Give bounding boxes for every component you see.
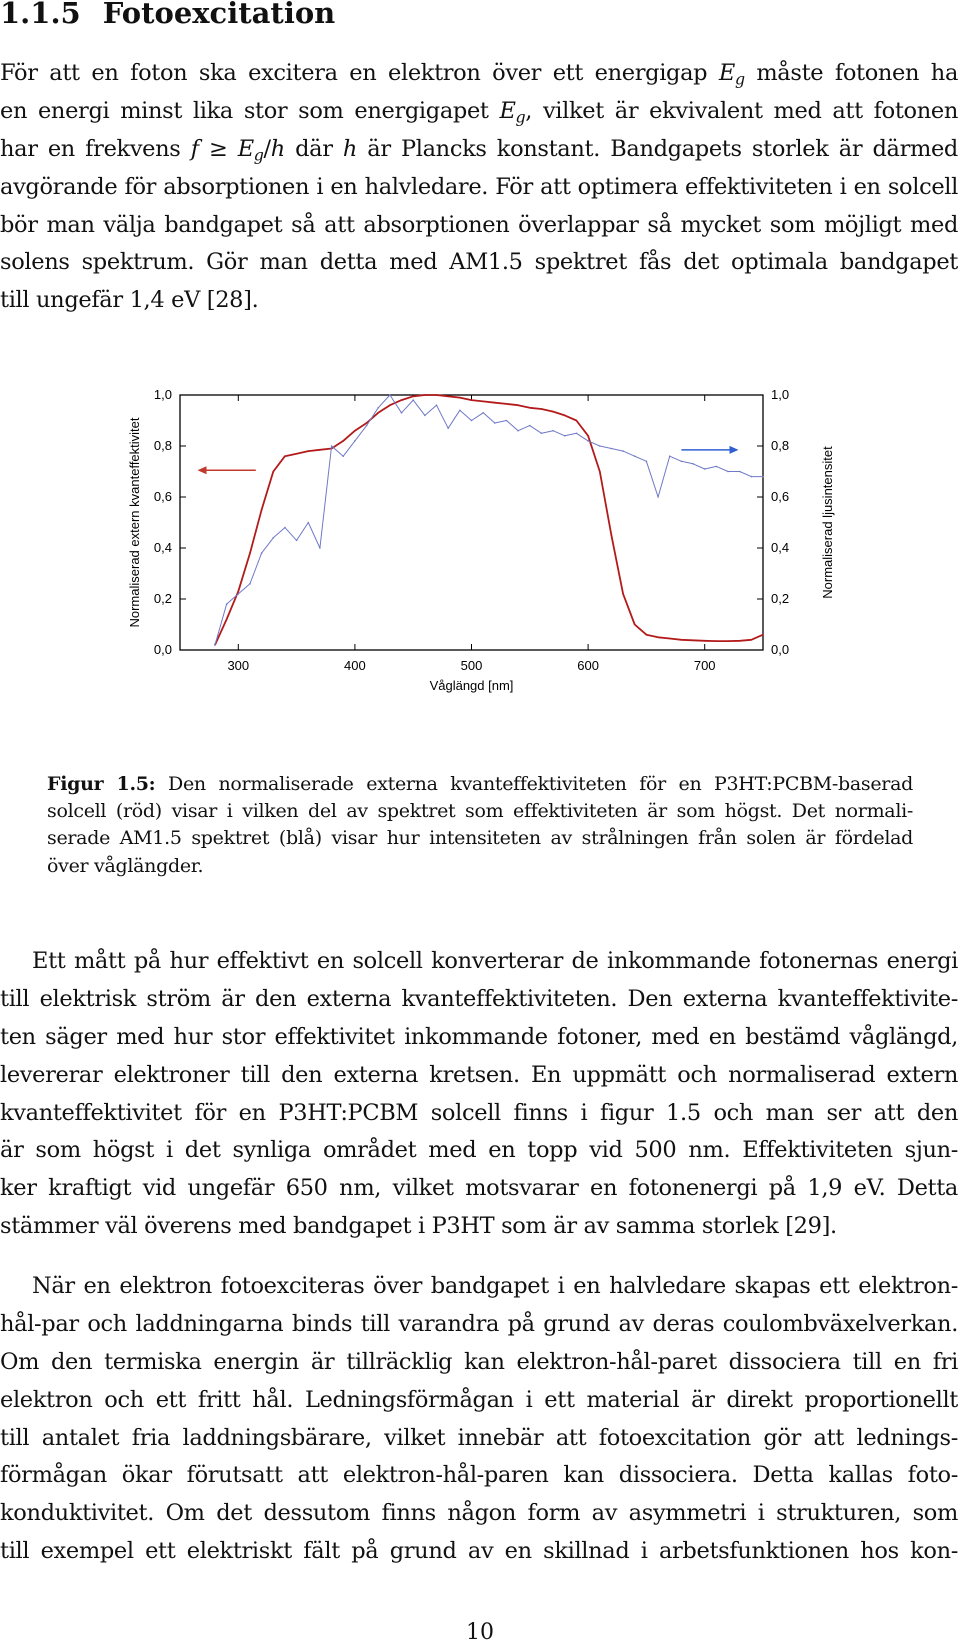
data-point xyxy=(751,476,753,478)
right-axis-arrowhead xyxy=(730,446,739,454)
data-point xyxy=(576,420,578,422)
data-point xyxy=(238,593,240,595)
data-point xyxy=(657,636,659,638)
data-point xyxy=(296,453,298,455)
data-point xyxy=(762,634,764,636)
data-point xyxy=(564,435,566,437)
data-point xyxy=(412,399,414,401)
text-line: till ungefär 1,4 eV [28]. xyxy=(0,287,259,314)
text-line: konduktivitet. Om det dessutom finns någon form av asymmetri i strukturen, som xyxy=(0,1500,958,1527)
data-point xyxy=(354,440,356,442)
data-point xyxy=(646,634,648,636)
text-line: ker kraftigt vid ungefär 650 nm, vilket motsvarar en fotonenergi på 1,9 eV. Detta xyxy=(0,1175,958,1202)
text-run: är Plancks konstant. Bandgapets storlek är därmed xyxy=(357,135,958,162)
data-point xyxy=(307,450,309,452)
data-point xyxy=(401,399,403,401)
data-point xyxy=(482,412,484,414)
data-point xyxy=(611,448,613,450)
y-tick-label-left: 0,6 xyxy=(153,489,172,504)
data-point xyxy=(669,455,671,457)
data-point xyxy=(401,412,403,414)
data-point xyxy=(424,415,426,417)
data-point xyxy=(261,509,263,511)
data-point xyxy=(716,466,718,468)
y-tick-label-right: 0,0 xyxy=(771,642,790,657)
data-point xyxy=(541,432,543,434)
data-point xyxy=(471,399,473,401)
data-point xyxy=(319,449,321,451)
math-h: h xyxy=(342,135,358,162)
data-point xyxy=(599,471,601,473)
text-line xyxy=(0,131,958,169)
data-point xyxy=(424,394,426,396)
page-number: 10 xyxy=(466,1620,494,1645)
data-point xyxy=(471,420,473,422)
data-point xyxy=(517,430,519,432)
data-point xyxy=(272,537,274,539)
caption-line: serade AM1.5 spektret (blå) visar hur intensiteten av strålningen från solen är fördelad xyxy=(47,827,913,850)
data-point xyxy=(681,461,683,463)
text-run: måste fotonen ha xyxy=(744,60,959,86)
section-heading xyxy=(0,0,335,30)
y-tick-label-left: 0,0 xyxy=(153,642,172,657)
paragraph-photoexcitation xyxy=(0,1268,958,1571)
data-point xyxy=(669,638,671,640)
data-point xyxy=(646,461,648,463)
data-point xyxy=(331,445,333,447)
data-point xyxy=(214,644,216,646)
math-eg: $E_g$ xyxy=(718,60,745,89)
data-point xyxy=(704,468,706,470)
plot-frame xyxy=(180,395,763,650)
data-point xyxy=(529,407,531,409)
data-point xyxy=(622,593,624,595)
text-line: Ett mått på hur effektivt en solcell konverterar de inkommande fotonernas energi xyxy=(32,948,958,974)
data-point xyxy=(296,540,298,542)
data-point xyxy=(459,397,461,399)
data-point xyxy=(447,427,449,429)
text-line: avgörande för absorptionen i en halvledare. För att optimera effektiviteten i en solcell xyxy=(0,173,958,200)
data-point xyxy=(354,430,356,432)
text-line: till exempel ett elektriskt fält på grund av en skillnad i arbetsfunktionen hos kon- xyxy=(0,1538,958,1565)
text-line: solens spektrum. Gör man detta med AM1.5 spektret fås det optimala bandgapet xyxy=(0,249,958,276)
data-point xyxy=(377,407,379,409)
y-tick-label-right: 0,2 xyxy=(771,591,790,606)
data-point xyxy=(389,404,391,406)
data-point xyxy=(366,422,368,424)
data-point xyxy=(692,640,694,642)
data-point xyxy=(272,471,274,473)
data-point xyxy=(494,422,496,424)
x-tick-label: 300 xyxy=(227,658,250,673)
caption-line: solcell (röd) visar i vilken del av spektret som effektiviteten är som högst. Det normali- xyxy=(47,800,913,823)
data-point xyxy=(249,583,251,585)
x-tick-label: 700 xyxy=(693,658,716,673)
data-point xyxy=(482,401,484,403)
text-line: hål-par och laddningarna binds till varandra på grund av deras coulombväxelverkan. xyxy=(0,1310,958,1337)
text-line: bör man välja bandgapet så att absorptionen överlappar så mycket som möjligt med xyxy=(0,211,958,238)
data-point xyxy=(587,440,589,442)
data-point xyxy=(552,430,554,432)
text-line xyxy=(0,93,958,131)
x-axis-label: Våglängd [nm] xyxy=(429,678,514,693)
data-point xyxy=(389,394,391,396)
data-point xyxy=(436,394,438,396)
y-tick-label-right: 0,4 xyxy=(771,540,790,555)
y-axis-label-left: Normaliserad extern kvanteffektivitet xyxy=(127,417,142,628)
text-line: elektron och ett fritt hål. Ledningsförmågan i ett material är direkt proportionellt xyxy=(0,1386,958,1413)
text-line: är som högst i det synliga området med en topp vid 500 nm. Effektiviteten sjun- xyxy=(0,1137,958,1164)
text-line: förmågan ökar förutsatt att elektron-hål-paren kan dissociera. Detta kallas foto- xyxy=(0,1462,958,1489)
data-point xyxy=(342,440,344,442)
series-line-red xyxy=(215,395,763,645)
data-point xyxy=(517,404,519,406)
x-tick-label: 400 xyxy=(344,658,366,673)
series-line-blue xyxy=(215,395,763,645)
data-point xyxy=(226,619,228,621)
y-tick-label-left: 0,8 xyxy=(153,438,172,453)
data-point xyxy=(611,534,613,536)
data-point xyxy=(692,463,694,465)
data-point xyxy=(412,395,414,397)
data-point xyxy=(751,639,753,641)
data-point xyxy=(704,640,706,642)
data-point xyxy=(459,410,461,412)
text-line: stämmer väl överens med bandgapet i P3HT som är av samma storlek [29]. xyxy=(0,1213,837,1240)
data-point xyxy=(506,420,508,422)
text-line: levererar elektroner till den externa kretsen. En uppmätt och normaliserad extern xyxy=(0,1061,958,1088)
y-tick-label-right: 0,8 xyxy=(771,438,790,453)
text-line: När en elektron fotoexciteras över bandgapet i en halvledare skapas ett elektron- xyxy=(32,1273,958,1299)
text-line: kvanteffektivitet för en P3HT:PCBM solcell finns i figur 1.5 och man ser att den xyxy=(0,1099,958,1126)
data-point xyxy=(319,547,321,549)
y-tick-label-left: 0,2 xyxy=(153,591,172,606)
y-tick-label-right: 0,6 xyxy=(771,489,790,504)
data-point xyxy=(762,476,764,478)
data-point xyxy=(622,450,624,452)
x-tick-label: 500 xyxy=(460,658,483,673)
data-point xyxy=(681,639,683,641)
data-point xyxy=(739,471,741,473)
data-point xyxy=(436,404,438,406)
y-tick-label-left: 1,0 xyxy=(153,387,172,402)
data-point xyxy=(494,402,496,404)
data-point xyxy=(529,425,531,427)
text-line: Om den termiska energin är tillräcklig kan elektron-hål-paret dissociera till en fri xyxy=(0,1348,958,1375)
data-point xyxy=(727,471,729,473)
data-point xyxy=(249,552,251,554)
data-point xyxy=(552,411,554,413)
data-point xyxy=(739,640,741,642)
text-run: Den normaliserade externa kvanteffektiviteten för en P3HT:PCBM-baserad xyxy=(155,773,913,795)
figure-caption xyxy=(47,771,913,880)
section-number: 1.1.5 xyxy=(0,0,81,30)
data-point xyxy=(727,640,729,642)
caption-line: över våglängder. xyxy=(47,854,204,877)
text-line: ten säger med hur stor effektivitet inkommande fotoner, med en bestämd våglängd, xyxy=(0,1023,958,1050)
text-run: För att en foton ska excitera en elektron över ett energigap xyxy=(0,60,719,86)
data-point xyxy=(587,435,589,437)
text-run: en energi minst lika stor som energigapet xyxy=(0,97,500,124)
math-eg: $E_g$ xyxy=(499,97,526,127)
caption-label: Figur 1.5: xyxy=(47,773,156,795)
y-axis-label-right: Normaliserad ljusintensitet xyxy=(820,446,835,599)
text-run: har en frekvens xyxy=(0,135,191,162)
data-point xyxy=(284,527,286,529)
data-point xyxy=(226,603,228,605)
section-title: Fotoexcitation xyxy=(102,0,336,30)
text-line: till antalet fria laddningsbärare, vilket innebär att fotoexcitation gör att lednings- xyxy=(0,1424,958,1451)
left-axis-arrowhead xyxy=(197,466,206,474)
text-run: , vilket är ekvivalent med att fotonen xyxy=(525,97,958,124)
data-point xyxy=(506,403,508,405)
data-point xyxy=(634,455,636,457)
data-point xyxy=(447,395,449,397)
data-point xyxy=(564,415,566,417)
text-line: till elektrisk ström är den externa kvanteffektiviteten. Den externa kvanteffektivite- xyxy=(0,985,958,1012)
paragraph-efficiency xyxy=(0,943,958,1246)
data-point xyxy=(377,412,379,414)
data-point xyxy=(576,432,578,434)
data-point xyxy=(307,522,309,524)
data-point xyxy=(342,455,344,457)
data-point xyxy=(634,624,636,626)
caption-line xyxy=(47,771,913,798)
data-point xyxy=(541,408,543,410)
y-tick-label-right: 1,0 xyxy=(771,387,790,402)
data-point xyxy=(657,496,659,498)
data-point xyxy=(716,640,718,642)
paragraph-intro xyxy=(0,55,958,320)
data-point xyxy=(238,591,240,593)
y-tick-label-left: 0,4 xyxy=(153,540,172,555)
data-point xyxy=(284,455,286,457)
figure-chart xyxy=(125,387,845,705)
data-point xyxy=(599,445,601,447)
text-line xyxy=(0,55,958,93)
math-frequency: $f \ge E_g/h$ xyxy=(190,135,285,165)
data-point xyxy=(261,552,263,554)
text-run: där xyxy=(284,135,343,162)
x-tick-label: 600 xyxy=(577,658,599,673)
data-point xyxy=(366,425,368,427)
